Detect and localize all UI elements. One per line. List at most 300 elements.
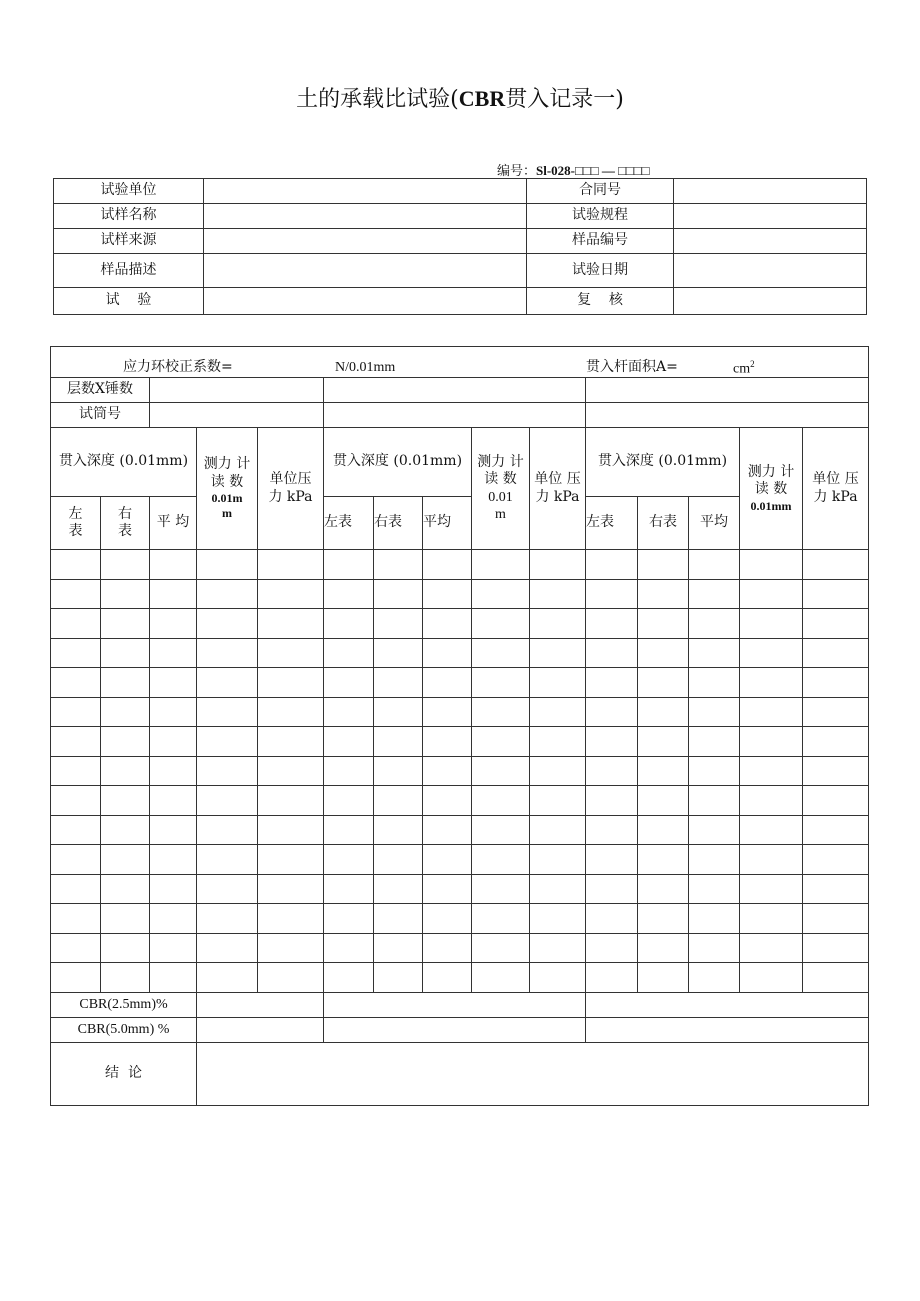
table-row — [51, 933, 869, 963]
data-cell[interactable] — [374, 756, 423, 786]
data-cell[interactable] — [197, 933, 258, 963]
data-cell[interactable] — [530, 579, 586, 609]
data-cell[interactable] — [740, 638, 803, 668]
data-cell[interactable] — [51, 727, 101, 757]
data-cell[interactable] — [150, 904, 197, 934]
data-cell[interactable] — [803, 668, 869, 698]
cylinder-no-label: 试筒号 — [51, 403, 150, 428]
table-row — [51, 963, 869, 993]
data-cell[interactable] — [197, 786, 258, 816]
pressure-header-1: 单位压 力 kPa — [258, 428, 324, 550]
data-cell[interactable] — [803, 874, 869, 904]
ring-coefficient-unit: N/0.01mm — [335, 360, 396, 375]
cbr-50-field-1[interactable] — [197, 1017, 324, 1042]
data-cell[interactable] — [740, 697, 803, 727]
data-cell[interactable] — [51, 963, 101, 993]
data-cell[interactable] — [472, 874, 530, 904]
data-cell[interactable] — [423, 756, 472, 786]
data-cell[interactable] — [586, 904, 638, 934]
data-cell[interactable] — [101, 845, 150, 875]
rod-area-unit: $cm^2$ — [733, 359, 755, 377]
data-cell[interactable] — [638, 933, 689, 963]
data-cell[interactable] — [101, 874, 150, 904]
data-cell[interactable] — [530, 904, 586, 934]
data-cell[interactable] — [51, 550, 101, 580]
data-cell[interactable] — [197, 904, 258, 934]
data-cell[interactable] — [258, 815, 324, 845]
data-cell[interactable] — [197, 756, 258, 786]
data-cell[interactable] — [472, 609, 530, 639]
data-cell[interactable] — [638, 904, 689, 934]
data-cell[interactable] — [530, 609, 586, 639]
cbr-25-label: CBR(2.5mm)% — [51, 992, 197, 1017]
page-title: 土的承载比试验(CBR贯入记录一) — [296, 86, 624, 112]
data-cell[interactable] — [530, 550, 586, 580]
data-cell[interactable] — [530, 727, 586, 757]
data-cell[interactable] — [689, 550, 740, 580]
data-cell[interactable] — [472, 963, 530, 993]
data-cell[interactable] — [740, 815, 803, 845]
data-cell[interactable] — [324, 668, 374, 698]
data-cell[interactable] — [472, 697, 530, 727]
data-cell[interactable] — [150, 756, 197, 786]
data-cell[interactable] — [324, 786, 374, 816]
data-cell[interactable] — [689, 697, 740, 727]
data-cell[interactable] — [423, 668, 472, 698]
pressure-header-2: 单位 压 力 kPa — [530, 428, 586, 550]
data-cell[interactable] — [689, 638, 740, 668]
data-cell[interactable] — [689, 815, 740, 845]
sample-source-label: 试样来源 — [54, 229, 204, 254]
depth-header-1: 贯入深度 (0.01mm) — [51, 428, 197, 497]
data-cell[interactable] — [374, 963, 423, 993]
data-cell[interactable] — [472, 756, 530, 786]
data-cell[interactable] — [586, 845, 638, 875]
data-cell[interactable] — [197, 874, 258, 904]
avg-header-3: 平均 — [689, 497, 740, 550]
data-cell[interactable] — [472, 727, 530, 757]
cbr-record-table — [50, 346, 869, 1106]
data-cell[interactable] — [197, 697, 258, 727]
data-cell[interactable] — [374, 697, 423, 727]
data-cell[interactable] — [374, 845, 423, 875]
avg-header-1: 平 均 — [150, 497, 197, 550]
avg-header-2: 平均 — [423, 497, 472, 550]
data-cell[interactable] — [803, 609, 869, 639]
data-cell[interactable] — [197, 963, 258, 993]
data-cell[interactable] — [472, 638, 530, 668]
ring-coefficient-label: 应力环校正系数= — [123, 359, 233, 375]
data-cell[interactable] — [803, 815, 869, 845]
table-row — [51, 638, 869, 668]
right-gauge-header-1: 右 表 — [101, 497, 150, 550]
data-cell[interactable] — [374, 579, 423, 609]
data-cell[interactable] — [689, 579, 740, 609]
data-cell[interactable] — [150, 668, 197, 698]
data-cell[interactable] — [324, 963, 374, 993]
data-cell[interactable] — [740, 668, 803, 698]
data-cell[interactable] — [324, 904, 374, 934]
data-cell[interactable] — [258, 550, 324, 580]
data-cell[interactable] — [689, 963, 740, 993]
test-spec-label: 试验规程 — [527, 204, 674, 229]
test-date-label: 试验日期 — [527, 254, 674, 288]
data-cell[interactable] — [530, 933, 586, 963]
data-cell[interactable] — [258, 845, 324, 875]
data-cell[interactable] — [197, 638, 258, 668]
data-cell[interactable] — [689, 933, 740, 963]
data-cell[interactable] — [258, 874, 324, 904]
data-cell[interactable] — [689, 609, 740, 639]
test-unit-label: 试验单位 — [54, 179, 204, 204]
sample-desc-field[interactable] — [204, 254, 527, 288]
data-cell[interactable] — [324, 638, 374, 668]
data-cell[interactable] — [197, 845, 258, 875]
test-date-field[interactable] — [674, 254, 867, 288]
data-cell[interactable] — [803, 756, 869, 786]
data-cell[interactable] — [803, 963, 869, 993]
data-cell[interactable] — [374, 609, 423, 639]
data-cell[interactable] — [258, 697, 324, 727]
data-cell[interactable] — [423, 786, 472, 816]
cbr-25-field-3[interactable] — [586, 992, 869, 1017]
tester-field[interactable] — [204, 288, 527, 315]
gauge-header-1: 测力 计 读 数 0.01m m — [197, 428, 258, 550]
data-cell[interactable] — [638, 697, 689, 727]
data-cell[interactable] — [101, 815, 150, 845]
data-cell[interactable] — [803, 786, 869, 816]
data-cell[interactable] — [740, 756, 803, 786]
data-cell[interactable] — [51, 904, 101, 934]
data-cell[interactable] — [101, 668, 150, 698]
cylinder-no-field-1[interactable] — [150, 403, 324, 428]
data-cell[interactable] — [638, 668, 689, 698]
data-cell[interactable] — [374, 727, 423, 757]
reviewer-field[interactable] — [674, 288, 867, 315]
pressure-header-3: 单位 压 力 kPa — [803, 428, 869, 550]
data-cell[interactable] — [638, 845, 689, 875]
data-cell[interactable] — [423, 845, 472, 875]
data-cell[interactable] — [374, 550, 423, 580]
data-cell[interactable] — [197, 668, 258, 698]
data-cell[interactable] — [51, 933, 101, 963]
data-cell[interactable] — [197, 550, 258, 580]
layers-hammer-label: 层数X锤数 — [51, 378, 150, 403]
data-cell[interactable] — [51, 609, 101, 639]
data-cell[interactable] — [51, 874, 101, 904]
data-cell[interactable] — [803, 727, 869, 757]
sample-name-label: 试样名称 — [54, 204, 204, 229]
data-cell[interactable] — [101, 963, 150, 993]
data-cell[interactable] — [197, 609, 258, 639]
data-cell[interactable] — [197, 727, 258, 757]
data-cell[interactable] — [423, 727, 472, 757]
data-cell[interactable] — [101, 904, 150, 934]
data-cell[interactable] — [803, 904, 869, 934]
left-gauge-header-2: 左表 — [324, 497, 374, 550]
data-cell[interactable] — [638, 550, 689, 580]
data-cell[interactable] — [51, 579, 101, 609]
data-cell[interactable] — [530, 963, 586, 993]
conclusion-field[interactable] — [197, 1042, 869, 1105]
data-cell[interactable] — [150, 786, 197, 816]
right-gauge-header-3: 右表 — [638, 497, 689, 550]
data-cell[interactable] — [51, 638, 101, 668]
data-cell[interactable] — [740, 550, 803, 580]
data-cell[interactable] — [586, 815, 638, 845]
data-cell[interactable] — [689, 786, 740, 816]
contract-no-field[interactable] — [674, 179, 867, 204]
data-cell[interactable] — [101, 638, 150, 668]
data-cell[interactable] — [324, 550, 374, 580]
data-cell[interactable] — [530, 786, 586, 816]
table-row — [51, 845, 869, 875]
data-cell[interactable] — [51, 845, 101, 875]
table-row — [51, 874, 869, 904]
table-row — [51, 756, 869, 786]
data-cell[interactable] — [638, 609, 689, 639]
data-cell[interactable] — [530, 845, 586, 875]
data-cell[interactable] — [51, 815, 101, 845]
data-cell[interactable] — [689, 756, 740, 786]
data-cell[interactable] — [472, 904, 530, 934]
data-cell[interactable] — [472, 668, 530, 698]
data-cell[interactable] — [150, 579, 197, 609]
data-cell[interactable] — [586, 579, 638, 609]
data-cell[interactable] — [423, 550, 472, 580]
data-cell[interactable] — [423, 904, 472, 934]
data-cell[interactable] — [324, 579, 374, 609]
data-cell[interactable] — [740, 933, 803, 963]
data-cell[interactable] — [638, 963, 689, 993]
data-cell[interactable] — [258, 638, 324, 668]
table-row — [51, 786, 869, 816]
data-cell[interactable] — [150, 933, 197, 963]
data-cell[interactable] — [586, 668, 638, 698]
data-cell[interactable] — [803, 579, 869, 609]
data-cell[interactable] — [689, 668, 740, 698]
gauge-header-2: 测力 计 读 数 0.01 m — [472, 428, 530, 550]
data-cell[interactable] — [638, 786, 689, 816]
cbr-25-field-1[interactable] — [197, 992, 324, 1017]
data-rows — [51, 550, 869, 993]
data-cell[interactable] — [586, 609, 638, 639]
document-code: 编号：Sl-028-□□□ — □□□□ — [497, 163, 650, 179]
data-cell[interactable] — [638, 874, 689, 904]
data-cell[interactable] — [803, 933, 869, 963]
data-cell[interactable] — [101, 609, 150, 639]
data-cell[interactable] — [472, 786, 530, 816]
data-cell[interactable] — [51, 756, 101, 786]
data-cell[interactable] — [374, 874, 423, 904]
data-cell[interactable] — [324, 815, 374, 845]
data-cell[interactable] — [423, 609, 472, 639]
data-cell[interactable] — [638, 727, 689, 757]
data-cell[interactable] — [150, 697, 197, 727]
data-cell[interactable] — [740, 963, 803, 993]
data-cell[interactable] — [638, 756, 689, 786]
cbr-50-label: CBR(5.0mm) % — [51, 1017, 197, 1042]
data-cell[interactable] — [374, 668, 423, 698]
data-cell[interactable] — [740, 904, 803, 934]
data-cell[interactable] — [101, 756, 150, 786]
data-cell[interactable] — [51, 786, 101, 816]
data-cell[interactable] — [150, 815, 197, 845]
table-row — [51, 904, 869, 934]
data-cell[interactable] — [150, 727, 197, 757]
data-cell[interactable] — [374, 815, 423, 845]
data-cell[interactable] — [423, 815, 472, 845]
data-cell[interactable] — [197, 815, 258, 845]
left-gauge-header-1: 左 表 — [51, 497, 101, 550]
data-cell[interactable] — [689, 845, 740, 875]
depth-header-3: 贯入深度 (0.01mm) — [586, 428, 740, 497]
data-cell[interactable] — [586, 786, 638, 816]
data-cell[interactable] — [150, 963, 197, 993]
data-cell[interactable] — [150, 638, 197, 668]
data-cell[interactable] — [423, 933, 472, 963]
data-cell[interactable] — [258, 756, 324, 786]
data-cell[interactable] — [586, 638, 638, 668]
data-cell[interactable] — [472, 933, 530, 963]
gauge-header-3: 测力 计 读 数 0.01mm — [740, 428, 803, 550]
data-cell[interactable] — [740, 609, 803, 639]
data-cell[interactable] — [324, 727, 374, 757]
table-row — [51, 579, 869, 609]
data-cell[interactable] — [101, 727, 150, 757]
data-cell[interactable] — [258, 579, 324, 609]
data-cell[interactable] — [101, 697, 150, 727]
data-cell[interactable] — [689, 727, 740, 757]
data-cell[interactable] — [740, 579, 803, 609]
data-cell[interactable] — [472, 579, 530, 609]
data-cell[interactable] — [150, 609, 197, 639]
data-cell[interactable] — [740, 874, 803, 904]
layers-hammer-field-1[interactable] — [150, 378, 324, 403]
data-cell[interactable] — [803, 845, 869, 875]
cbr-25-field-2[interactable] — [324, 992, 586, 1017]
sample-name-field[interactable] — [204, 204, 527, 229]
data-cell[interactable] — [586, 550, 638, 580]
data-cell[interactable] — [324, 697, 374, 727]
left-gauge-header-3: 左表 — [586, 497, 638, 550]
data-cell[interactable] — [150, 874, 197, 904]
data-cell[interactable] — [258, 609, 324, 639]
data-cell[interactable] — [324, 845, 374, 875]
layers-hammer-field-2[interactable] — [324, 378, 586, 403]
data-cell[interactable] — [150, 845, 197, 875]
data-cell[interactable] — [51, 697, 101, 727]
data-cell[interactable] — [530, 668, 586, 698]
data-cell[interactable] — [530, 697, 586, 727]
data-cell[interactable] — [740, 727, 803, 757]
table-row — [51, 609, 869, 639]
right-gauge-header-2: 右表 — [374, 497, 423, 550]
sample-desc-label: 样品描述 — [54, 254, 204, 288]
sample-no-field[interactable] — [674, 229, 867, 254]
test-spec-field[interactable] — [674, 204, 867, 229]
data-cell[interactable] — [586, 874, 638, 904]
data-cell[interactable] — [51, 668, 101, 698]
data-cell[interactable] — [638, 579, 689, 609]
data-cell[interactable] — [472, 550, 530, 580]
table-row — [51, 815, 869, 845]
cbr-50-field-2[interactable] — [324, 1017, 586, 1042]
data-cell[interactable] — [423, 874, 472, 904]
data-cell[interactable] — [689, 874, 740, 904]
data-cell[interactable] — [258, 668, 324, 698]
data-cell[interactable] — [374, 786, 423, 816]
table-row — [51, 727, 869, 757]
data-cell[interactable] — [586, 756, 638, 786]
layers-hammer-field-3[interactable] — [586, 378, 869, 403]
data-cell[interactable] — [374, 904, 423, 934]
data-cell[interactable] — [324, 874, 374, 904]
cylinder-no-field-3[interactable] — [586, 403, 869, 428]
data-cell[interactable] — [197, 579, 258, 609]
data-cell[interactable] — [258, 786, 324, 816]
data-cell[interactable] — [586, 933, 638, 963]
data-cell[interactable] — [740, 845, 803, 875]
data-cell[interactable] — [101, 550, 150, 580]
data-cell[interactable] — [740, 786, 803, 816]
table-row — [51, 668, 869, 698]
data-cell[interactable] — [258, 963, 324, 993]
coefficient-row — [51, 347, 869, 378]
data-cell[interactable] — [803, 638, 869, 668]
rod-area-label: 贯入杆面积A= — [586, 359, 678, 375]
data-cell[interactable] — [324, 756, 374, 786]
data-cell[interactable] — [423, 638, 472, 668]
data-cell[interactable] — [423, 697, 472, 727]
data-cell[interactable] — [150, 550, 197, 580]
cylinder-no-field-2[interactable] — [324, 403, 586, 428]
data-cell[interactable] — [258, 727, 324, 757]
sample-no-label: 样品编号 — [527, 229, 674, 254]
table-row — [51, 697, 869, 727]
data-cell[interactable] — [689, 904, 740, 934]
data-cell[interactable] — [586, 727, 638, 757]
data-cell[interactable] — [423, 579, 472, 609]
data-cell[interactable] — [530, 815, 586, 845]
data-cell[interactable] — [803, 550, 869, 580]
depth-header-2: 贯入深度 (0.01mm) — [324, 428, 472, 497]
data-cell[interactable] — [374, 638, 423, 668]
data-cell[interactable] — [586, 963, 638, 993]
data-cell[interactable] — [472, 815, 530, 845]
data-cell[interactable] — [101, 786, 150, 816]
data-cell[interactable] — [803, 697, 869, 727]
data-cell[interactable] — [530, 756, 586, 786]
data-cell[interactable] — [374, 933, 423, 963]
data-cell[interactable] — [324, 933, 374, 963]
data-cell[interactable] — [472, 845, 530, 875]
data-cell[interactable] — [258, 933, 324, 963]
data-cell[interactable] — [324, 609, 374, 639]
data-cell[interactable] — [638, 638, 689, 668]
test-unit-field[interactable] — [204, 179, 527, 204]
data-cell[interactable] — [101, 933, 150, 963]
sample-source-field[interactable] — [204, 229, 527, 254]
data-cell[interactable] — [258, 904, 324, 934]
data-cell[interactable] — [638, 815, 689, 845]
data-cell[interactable] — [101, 579, 150, 609]
data-cell[interactable] — [423, 963, 472, 993]
data-cell[interactable] — [530, 874, 586, 904]
data-cell[interactable] — [530, 638, 586, 668]
data-cell[interactable] — [586, 697, 638, 727]
cbr-50-field-3[interactable] — [586, 1017, 869, 1042]
